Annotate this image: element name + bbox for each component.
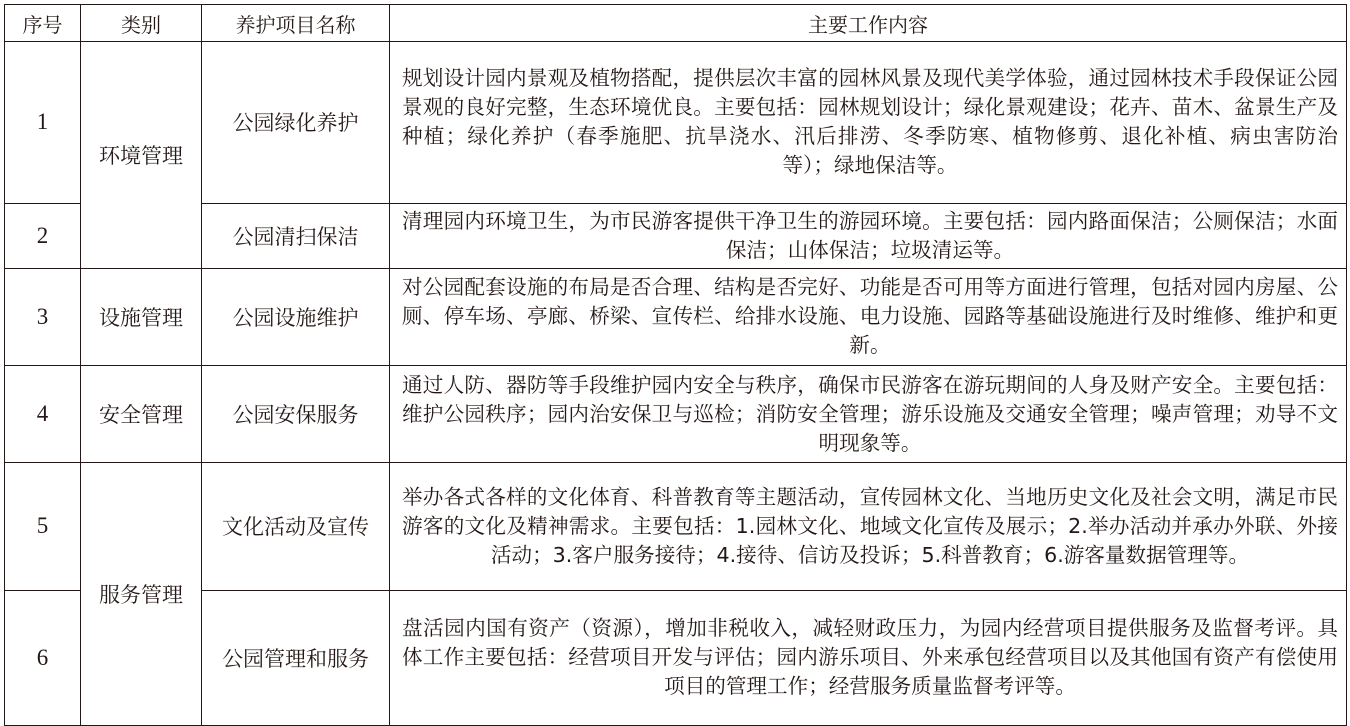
row-content: 举办各式各样的文化体育、科普教育等主题活动，宣传园林文化、当地历史文化及社会文明，满足市民游客的文化及精神需求。主要包括：1.园林文化、地域文化宣传及展示；2.举办活动并承办外联、外接活动；3.客户服务接待；4.接待、信访及投诉；5.科普教育；6.游客量数据管理等。 xyxy=(390,463,1347,590)
header-content: 主要工作内容 xyxy=(390,5,1347,42)
row-index: 5 xyxy=(5,463,81,590)
header-row xyxy=(5,5,1347,42)
row-index: 4 xyxy=(5,365,81,462)
row-content: 盘活园内国有资产（资源），增加非税收入，减轻财政压力，为园内经营项目提供服务及监督考评。具体工作主要包括：经营项目开发与评估；园内游乐项目、外来承包经营项目以及其他国有资产有偿使用项目的管理工作；经营服务质量监督考评等。 xyxy=(390,590,1347,725)
row-item: 公园清扫保洁 xyxy=(202,203,390,268)
row-index: 2 xyxy=(5,203,81,268)
header-item: 养护项目名称 xyxy=(202,5,390,42)
maintenance-table xyxy=(4,4,1347,726)
row-content: 规划设计园内景观及植物搭配，提供层次丰富的园林风景及现代美学体验，通过园林技术手段保证公园景观的良好完整，生态环境优良。主要包括：园林规划设计；绿化景观建设；花卉、苗木、盆景生产及种植；绿化养护（春季施肥、抗旱浇水、汛后排涝、冬季防寒、植物修剪、退化补植、病虫害防治等）；绿地保洁等。 xyxy=(390,42,1347,203)
row-content: 通过人防、器防等手段维护园内安全与秩序，确保市民游客在游玩期间的人身及财产安全。主要包括：维护公园秩序；园内治安保卫与巡检；消防安全管理；游乐设施及交通安全管理；噪声管理；劝导不文明现象等。 xyxy=(390,365,1347,462)
header-index: 序号 xyxy=(5,5,81,42)
table-row xyxy=(5,203,1347,268)
row-item: 公园管理和服务 xyxy=(202,590,390,725)
table-row xyxy=(5,42,1347,203)
row-item: 文化活动及宣传 xyxy=(202,463,390,590)
row-content: 清理园内环境卫生，为市民游客提供干净卫生的游园环境。主要包括：园内路面保洁；公厕保洁；水面保洁；山体保洁；垃圾清运等。 xyxy=(390,203,1347,268)
row-category: 安全管理 xyxy=(81,365,202,462)
row-index: 3 xyxy=(5,268,81,365)
table-row xyxy=(5,590,1347,725)
table-row xyxy=(5,365,1347,462)
row-category: 服务管理 xyxy=(81,463,202,726)
row-item: 公园安保服务 xyxy=(202,365,390,462)
table-row xyxy=(5,463,1347,590)
row-category: 环境管理 xyxy=(81,42,202,269)
row-item: 公园绿化养护 xyxy=(202,42,390,203)
row-index: 6 xyxy=(5,590,81,725)
row-item: 公园设施维护 xyxy=(202,268,390,365)
header-category: 类别 xyxy=(81,5,202,42)
row-category: 设施管理 xyxy=(81,268,202,365)
row-content: 对公园配套设施的布局是否合理、结构是否完好、功能是否可用等方面进行管理，包括对园内房屋、公厕、停车场、亭廊、桥梁、宣传栏、给排水设施、电力设施、园路等基础设施进行及时维修、维护和更新。 xyxy=(390,268,1347,365)
row-index: 1 xyxy=(5,42,81,203)
table-row xyxy=(5,268,1347,365)
